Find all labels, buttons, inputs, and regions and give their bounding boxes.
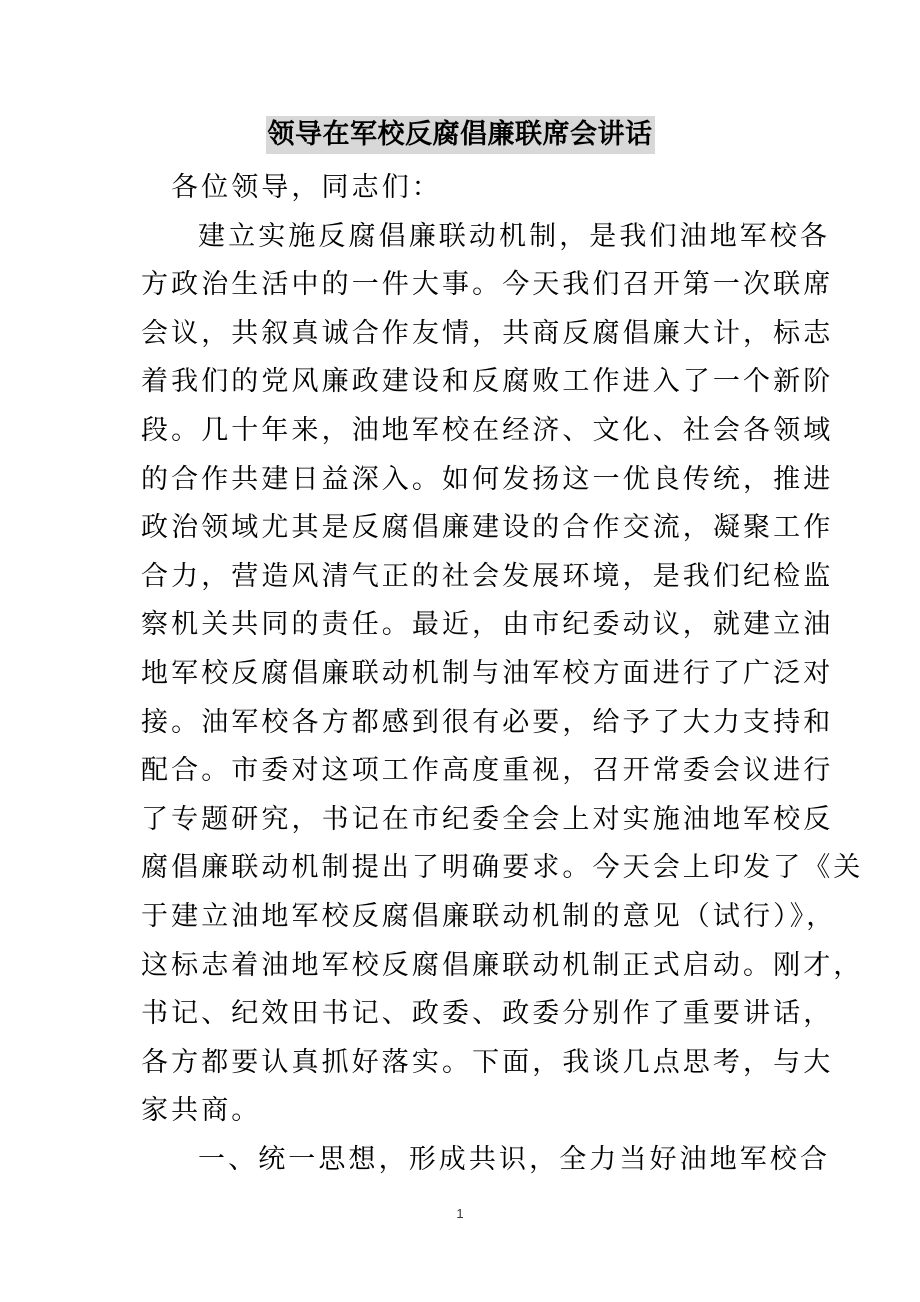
paragraph-line: 着我们的党风廉政建设和反腐败工作进入了一个新阶 — [141, 366, 834, 398]
paragraph-line: 会议，共叙真诚合作友情，共商反腐倡廉大计，标志 — [141, 317, 834, 349]
paragraph-line: 接。油军校各方都感到很有必要，给予了大力支持和 — [141, 706, 834, 738]
paragraph-line: 这标志着油地军校反腐倡廉联动机制正式启动。刚才， — [141, 949, 864, 981]
paragraph-line: 地军校反腐倡廉联动机制与油军校方面进行了广泛对 — [141, 657, 834, 689]
paragraph-line: 方政治生活中的一件大事。今天我们召开第一次联席 — [141, 269, 834, 301]
paragraph-line: 了专题研究，书记在市纪委全会上对实施油地军校反 — [141, 803, 834, 835]
section-heading: 一、统一思想，形成共识，全力当好油地军校合 — [198, 1143, 831, 1175]
salutation: 各位领导，同志们： — [171, 172, 442, 203]
paragraph-line: 书记、纪效田书记、政委、政委分别作了重要讲话， — [141, 998, 834, 1030]
paragraph-line: 家共商。 — [141, 1095, 262, 1127]
document-body — [141, 164, 864, 1184]
paragraph-line: 的合作共建日益深入。如何发扬这一优良传统，推进 — [141, 463, 834, 495]
paragraph-line: 段。几十年来，油地军校在经济、文化、社会各领域 — [141, 414, 834, 446]
paragraph-line: 各方都要认真抓好落实。下面，我谈几点思考，与大 — [141, 1046, 834, 1078]
document-title: 领导在军校反腐倡廉联席会讲话 — [266, 116, 655, 154]
paragraph-line: 建立实施反腐倡廉联动机制，是我们油地军校各 — [198, 220, 831, 252]
paragraph-line: 于建立油地军校反腐倡廉联动机制的意见（试行）》， — [141, 900, 837, 932]
paragraph-line: 察机关共同的责任。最近，由市纪委动议，就建立油 — [141, 609, 834, 641]
paragraph-line: 合力，营造风清气正的社会发展环境，是我们纪检监 — [141, 560, 834, 592]
paragraph-line: 配合。市委对这项工作高度重视，召开常委会议进行 — [141, 755, 834, 787]
page-number: 1 — [456, 1206, 464, 1221]
paragraph-line: 腐倡廉联动机制提出了明确要求。今天会上印发了《关 — [141, 852, 864, 884]
title-container — [0, 116, 920, 154]
paragraph-line: 政治领域尤其是反腐倡廉建设的合作交流，凝聚工作 — [141, 512, 834, 544]
